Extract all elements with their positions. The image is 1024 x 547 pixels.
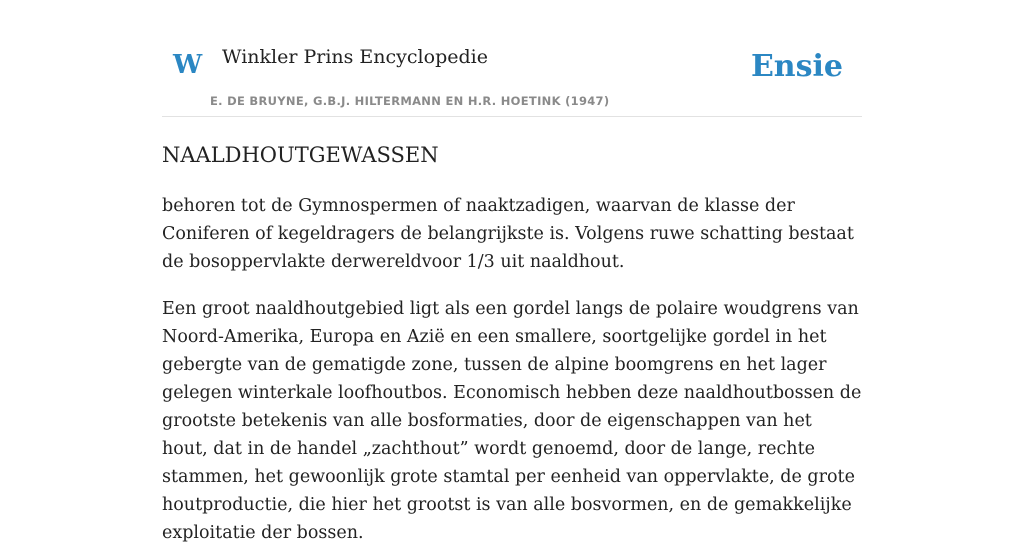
winkler-prins-logo[interactable]: W xyxy=(173,50,203,80)
article xyxy=(162,140,862,547)
article-paragraph: behoren tot de Gymnospermen of naaktzadigen, waarvan de klasse der Coniferen of kegeldragers de belangrijkste is. Volgens ruwe schatting bestaat de bosoppervlakte derwereldvoor 1/3 uit naaldhout. xyxy=(162,196,854,272)
article-paragraph: Een groot naaldhoutgebied ligt als een gordel langs de polaire woudgrens van Noord-Amerika, Europa en Azië en een smallere, soortgelijke gordel in het gebergte van de gematigde zone, tussen de alpine boomgrens en het lager gelegen winterkale loofhoutbos. Economisch hebben deze naaldhoutbossen de grootste betekenis van alle bosformaties, door de eigenschappen van het hout, dat in de handel „zachthout” wordt genoemd, door de lange, rechte stammen, het gewoonlijk grote stamtal per eenheid van oppervlakte, de grote houtproductie, die hier het grootst is van alle bosvormen, en de gemakkelijke exploitatie der bossen. xyxy=(162,299,862,543)
ensie-logo[interactable]: Ensie xyxy=(750,49,843,84)
publication-title[interactable]: Winkler Prins Encyclopedie xyxy=(222,46,488,68)
page-header xyxy=(162,0,862,117)
publication-authors: E. DE BRUYNE, G.B.J. HILTERMANN EN H.R. HOETINK (1947) xyxy=(210,94,610,108)
article-title: NAALDHOUTGEWASSEN xyxy=(162,143,439,167)
